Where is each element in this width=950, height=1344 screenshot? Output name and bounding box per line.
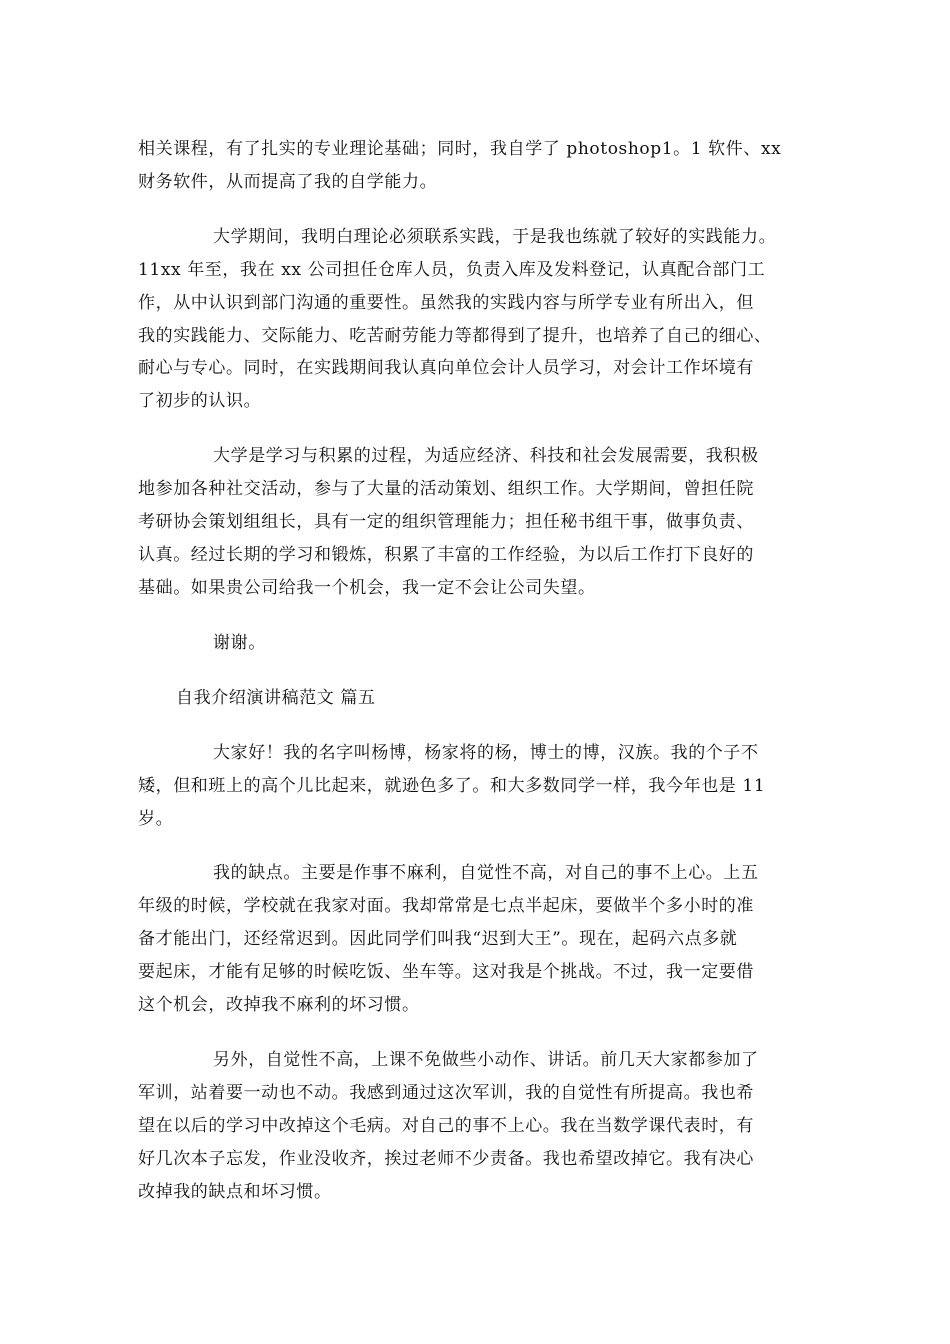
text-line: 地参加各种社交活动，参与了大量的活动策划、组织工作。大学期间，曾担任院 <box>138 479 754 499</box>
text-line: 考研协会策划组组长，具有一定的组织管理能力；担任秘书组干事，做事负责、 <box>138 512 754 532</box>
text-line: 了初步的认识。 <box>138 391 262 411</box>
paragraph-first-line: 大学是学习与积累的过程，为适应经济、科技和社会发展需要，我积极 <box>213 446 759 466</box>
section-heading: 自我介绍演讲稿范文 篇五 <box>176 688 376 708</box>
text-line: 财务软件，从而提高了我的自学能力。 <box>138 172 438 192</box>
text-line: 作，从中认识到部门沟通的重要性。虽然我的实践内容与所学专业有所出入，但 <box>138 293 754 313</box>
text-line: 耐心与专心。同时，在实践期间我认真向单位会计人员学习，对会计工作坏境有 <box>138 358 754 378</box>
text-line: 望在以后的学习中改掉这个毛病。对自己的事不上心。我在当数学课代表时，有 <box>138 1116 754 1136</box>
text-line: 11xx 年至，我在 xx 公司担任仓库人员，负责入库及发料登记，认真配合部门工 <box>138 260 766 280</box>
text-line: 备才能出门，还经常迟到。因此同学们叫我“迟到大王”。现在，起码六点多就 <box>138 929 738 949</box>
text-line: 基础。如果贵公司给我一个机会，我一定不会让公司失望。 <box>138 578 596 598</box>
text-line: 岁。 <box>138 809 174 829</box>
closing-thanks: 谢谢。 <box>213 633 266 653</box>
paragraph-first-line: 大学期间，我明白理论必须联系实践，于是我也练就了较好的实践能力。 <box>213 227 777 247</box>
paragraph-first-line: 我的缺点。主要是作事不麻利，自觉性不高，对自己的事不上心。上五 <box>213 863 759 883</box>
text-line: 这个机会，改掉我不麻利的坏习惯。 <box>138 995 420 1015</box>
text-line: 认真。经过长期的学习和锻炼，积累了丰富的工作经验，为以后工作打下良好的 <box>138 545 754 565</box>
text-line: 好几次本子忘发，作业没收齐，挨过老师不少责备。我也希望改掉它。我有决心 <box>138 1149 754 1169</box>
paragraph-first-line: 大家好！我的名字叫杨博，杨家将的杨，博士的博，汉族。我的个子不 <box>213 743 759 763</box>
text-line: 矮，但和班上的高个儿比起来，就逊色多了。和大多数同学一样，我今年也是 11 <box>138 776 766 796</box>
text-line: 我的实践能力、交际能力、吃苦耐劳能力等都得到了提升，也培养了自己的细心、 <box>138 326 772 346</box>
text-line: 军训，站着要一动也不动。我感到通过这次军训，我的自觉性有所提高。我也希 <box>138 1083 754 1103</box>
text-line: 要起床，才能有足够的时候吃饭、坐车等。这对我是个挑战。不过，我一定要借 <box>138 962 754 982</box>
text-line: 相关课程，有了扎实的专业理论基础；同时，我自学了 photoshop1。1 软件、xx <box>138 139 782 159</box>
text-line: 年级的时候，学校就在我家对面。我却常常是七点半起床，要做半个多小时的准 <box>138 896 754 916</box>
paragraph-first-line: 另外，自觉性不高，上课不免做些小动作、讲话。前几天大家都参加了 <box>213 1050 759 1070</box>
text-line: 改掉我的缺点和坏习惯。 <box>138 1182 332 1202</box>
